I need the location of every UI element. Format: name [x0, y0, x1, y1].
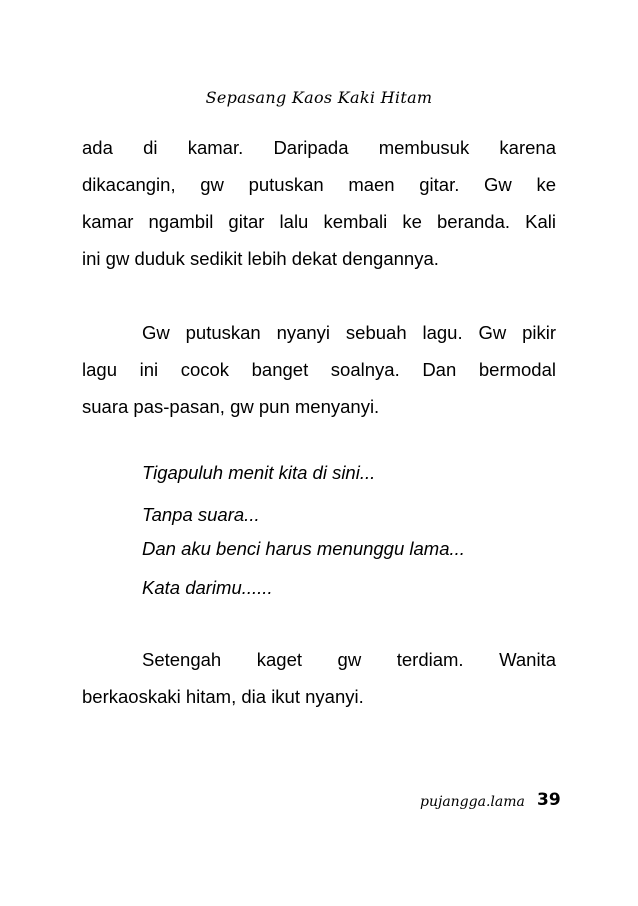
song-lyric-line: Tigapuluh menit kita di sini... [142, 462, 376, 483]
song-lyric-line: Kata darimu...... [142, 577, 273, 598]
paragraph-singing [82, 314, 556, 425]
running-header-title: Sepasang Kaos Kaki Hitam [205, 88, 433, 107]
paragraph-line: Gw putuskan nyanyi sebuah lagu. Gw pikir [142, 322, 556, 343]
paragraph-line: berkaoskaki hitam, dia ikut nyanyi. [82, 686, 364, 707]
paragraph-line: lagu ini cocok banget soalnya. Dan bermodal [82, 359, 556, 380]
footer-author: pujangga.lama [420, 794, 525, 810]
page-number: 39 [537, 790, 561, 810]
song-lyric-line: Tanpa suara... [142, 504, 260, 525]
paragraph-line: ada di kamar. Daripada membusuk karena [82, 137, 556, 158]
paragraph-line: suara pas-pasan, gw pun menyanyi. [82, 396, 380, 417]
paragraph-line: ini gw duduk sedikit lebih dekat dengannya. [82, 248, 439, 269]
paragraph-line: kamar ngambil gitar lalu kembali ke beranda. Kali [82, 211, 556, 232]
song-lyric-line: Dan aku benci harus menunggu lama... [142, 538, 465, 559]
paragraph-line: dikacangin, gw putuskan maen gitar. Gw ke [82, 174, 556, 195]
paragraph-line: Setengah kaget gw terdiam. Wanita [142, 649, 556, 670]
paragraph-reaction [82, 641, 556, 715]
paragraph-continuation [82, 129, 556, 277]
